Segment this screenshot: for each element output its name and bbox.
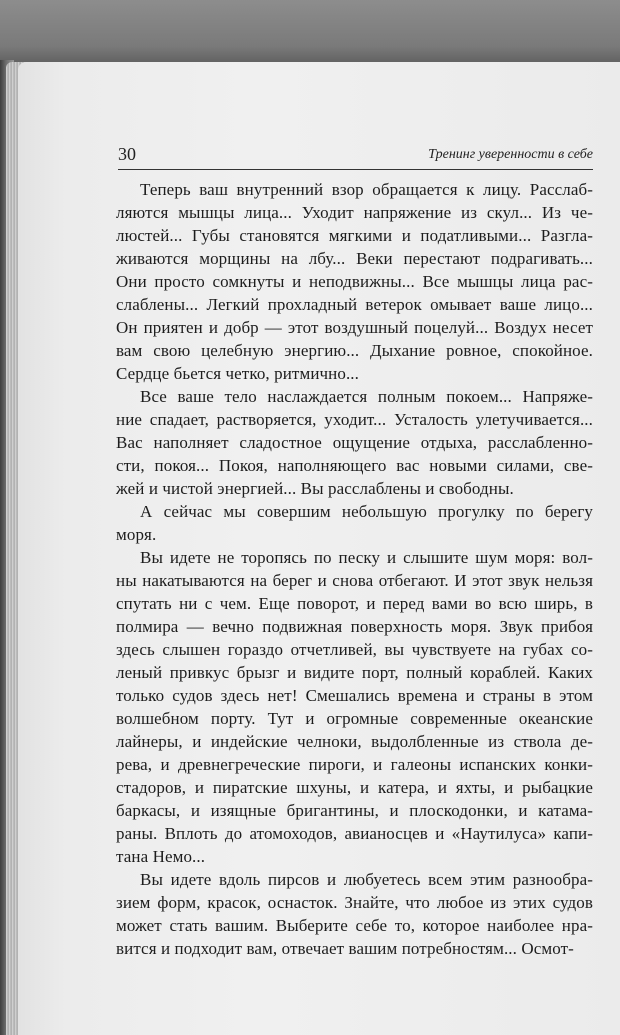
text-line: люстей... Губы становятся мягкими и податливыми... Разгла- (116, 226, 593, 245)
page-number: 30 (118, 144, 136, 164)
text-line: Сердце бьется четко, ритмично... (116, 364, 360, 383)
text-line: А сейчас мы совершим небольшую прогулку по берегу (140, 502, 593, 521)
text-line: Все ваше тело наслаждается полным покоем... Напряже- (140, 387, 593, 406)
text-line: волшебном порту. Тут и огромные современные океанские (116, 709, 593, 728)
text-line: спутать ни с чем. Еще поворот, и перед вами во всю ширь, в (116, 594, 593, 613)
text-line: ние спадает, растворяется, уходит... Усталость улетучивается... (116, 410, 593, 429)
text-line: Вас наполняет сладостное ощущение отдыха, расслабленно- (116, 433, 593, 452)
text-line: Они просто сомкнуты и неподвижны... Все мышцы лица рас- (116, 272, 593, 291)
text-line: Вы идете вдоль пирсов и любуетесь всем этим разнообра- (140, 870, 593, 889)
text-line: баркасы, и изящные бригантины, и плоскодонки, и катама- (116, 801, 593, 820)
text-line: слаблены... Легкий прохладный ветерок омывает ваше лицо... (116, 295, 593, 314)
running-title: Тренинг уверенности в себе (428, 147, 593, 162)
text-line: моря. (116, 525, 157, 544)
text-line: зием форм, красок, оснасток. Знайте, что любое из этих судов (116, 893, 593, 912)
paragraph (116, 385, 593, 500)
paragraph (116, 500, 593, 546)
text-line: только судов здесь нет! Смешались времена и страны в этом (116, 686, 593, 705)
text-line: может стать вашим. Выберите себе то, которое наиболее нра- (116, 916, 593, 935)
paragraph (116, 546, 593, 868)
text-line: Он приятен и добр — этот воздушный поцелуй... Воздух несет (116, 318, 593, 337)
text-line: Теперь ваш внутренний взор обращается к лицу. Расслаб- (140, 180, 593, 199)
text-line: раны. Вплоть до атомоходов, авианосцев и «Наутилуса» капи- (116, 824, 593, 843)
scan-background-top (0, 0, 620, 66)
body-text (116, 178, 593, 960)
text-line: леный привкус брызг и видите порт, полный кораблей. Каких (116, 663, 593, 682)
text-line: ны накатываются на берег и снова отбегают. И этот звук нельзя (116, 571, 593, 590)
text-line: лайнеры, и индейские челноки, выдолбленные из ствола де- (116, 732, 593, 751)
text-line: вится и подходит вам, отвечает вашим потребностям... Осмот- (116, 939, 574, 958)
text-line: тана Немо... (116, 847, 206, 866)
text-line: вам свою целебную энергию... Дыхание ровное, спокойное. (116, 341, 593, 360)
text-line: рева, и древнегреческие пироги, и галеоны испанских конки- (116, 755, 593, 774)
paragraph (116, 178, 593, 385)
text-line: стадоров, и пиратские шхуны, и катера, и яхты, и рыбацкие (116, 778, 593, 797)
text-line: полмира — вечно подвижная поверхность моря. Звук прибоя (116, 617, 593, 636)
text-line: здесь слышен гораздо отчетливей, вы чувствуете на губах со- (116, 640, 593, 659)
text-line: Вы идете не торопясь по песку и слышите шум моря: вол- (140, 548, 593, 567)
text-line: живаются морщины на лбу... Веки перестают подрагивать... (116, 249, 593, 268)
page-header (118, 143, 593, 170)
text-line: сти, покоя... Покоя, наполняющего вас новыми силами, све- (116, 456, 593, 475)
paragraph (116, 868, 593, 960)
text-line: жей и чистой энергией... Вы расслаблены и свободны. (116, 479, 514, 498)
text-line: ляются мышцы лица... Уходит напряжение из скул... Из че- (116, 203, 593, 222)
